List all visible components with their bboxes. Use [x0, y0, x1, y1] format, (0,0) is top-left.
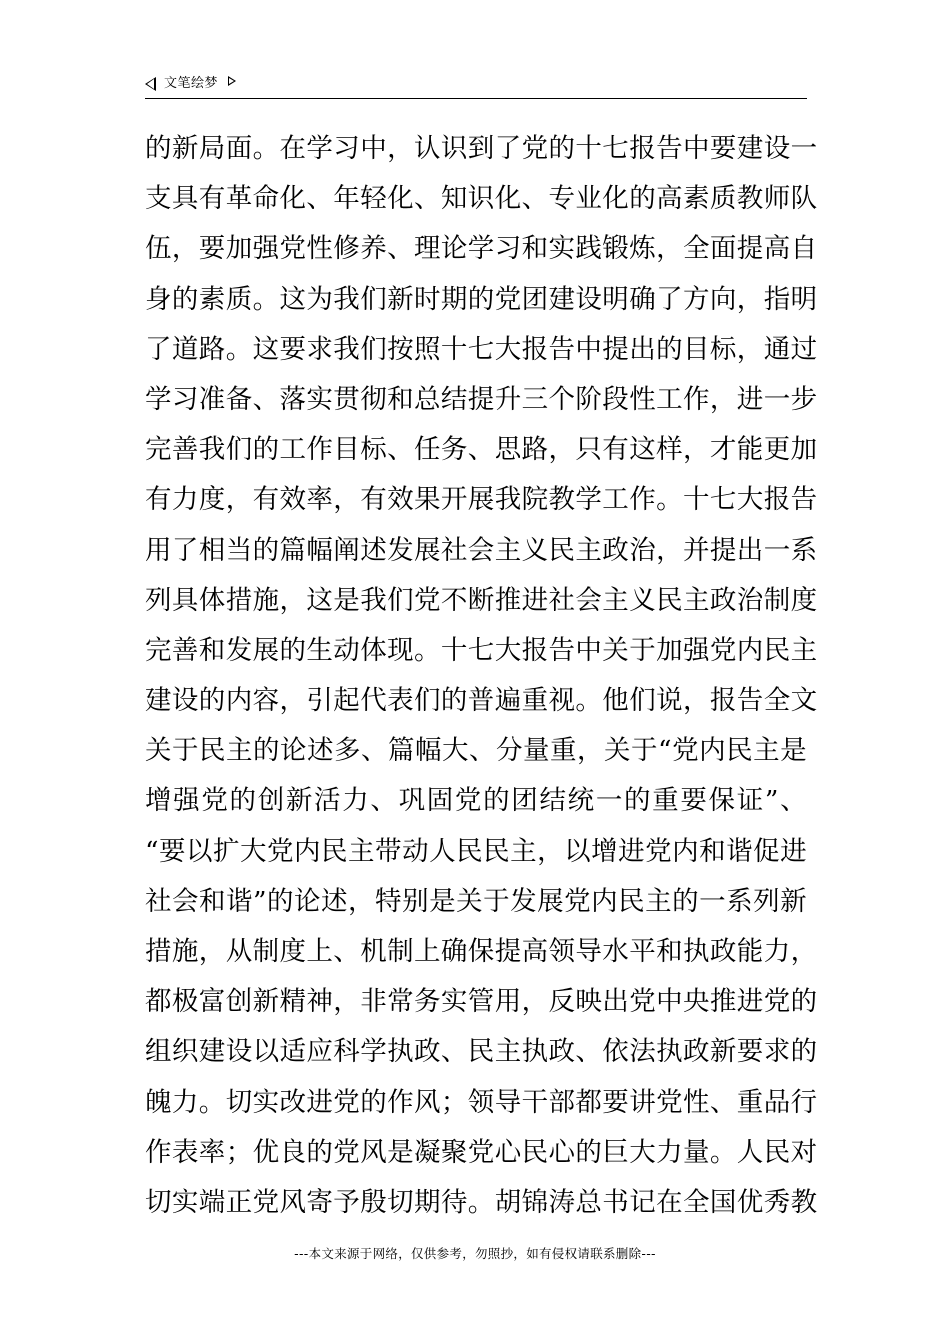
text-line: 伍，要加强党性修养、理论学习和实践锻炼，全面提高自	[145, 233, 818, 265]
text-line: 作表率；优良的党风是凝聚党心民心的巨大力量。人民对	[145, 1136, 818, 1168]
text-line: 社会和谐”的论述，特别是关于发展党内民主的一系列新	[145, 885, 807, 917]
text-line: “要以扩大党内民主带动人民民主，以增进党内和谐促进	[145, 835, 807, 867]
text-line: 完善和发展的生动体现。十七大报告中关于加强党内民主	[145, 634, 818, 666]
document-body	[145, 124, 818, 1228]
text-line: 用了相当的篇幅阐述发展社会主义民主政治，并提出一系	[145, 534, 818, 566]
text-line: 身的素质。这为我们新时期的党团建设明确了方向，指明	[145, 283, 818, 315]
text-line: 学习准备、落实贯彻和总结提升三个阶段性工作，进一步	[145, 383, 818, 415]
text-line: 的新局面。在学习中，认识到了党的十七报告中要建设一	[145, 133, 818, 164]
text-line: 支具有革命化、年轻化、知识化、专业化的高素质教师队	[145, 183, 818, 215]
text-line: 措施，从制度上、机制上确保提高领导水平和执政能力，	[145, 936, 818, 967]
triangle-left-icon	[145, 77, 156, 91]
page-header	[145, 74, 807, 99]
text-line: 完善我们的工作目标、任务、思路，只有这样，才能更加	[145, 434, 818, 466]
text-line: 了道路。这要求我们按照十七大报告中提出的目标，通过	[145, 333, 818, 365]
text-line: 有力度，有效率，有效果开展我院教学工作。十七大报告	[145, 484, 818, 516]
header-bar	[145, 74, 236, 94]
text-line: 魄力。切实改进党的作风；领导干部都要讲党性、重品行	[145, 1086, 818, 1118]
header-title: 文笔绘梦	[164, 76, 219, 91]
text-line: 关于民主的论述多、篇幅大、分量重，关于“党内民主是	[145, 735, 807, 767]
text-line: 建设的内容，引起代表们的普遍重视。他们说，报告全文	[145, 685, 818, 717]
text-line: 都极富创新精神，非常务实管用，反映出党中央推进党的	[145, 986, 818, 1018]
text-line: 列具体措施，这是我们党不断推进社会主义民主政治制度	[145, 584, 818, 616]
triangle-right-icon	[228, 76, 236, 86]
text-line: 组织建设以适应科学执政、民主执政、依法执政新要求的	[145, 1036, 818, 1068]
text-line: 增强党的创新活力、巩固党的团结统一的重要保证”、	[145, 785, 807, 817]
footer-notice: ---本文来源于网络，仅供参考，勿照抄，如有侵权请联系删除---	[294, 1246, 656, 1261]
text-line: 切实端正党风寄予殷切期待。胡锦涛总书记在全国优秀教	[145, 1186, 818, 1218]
